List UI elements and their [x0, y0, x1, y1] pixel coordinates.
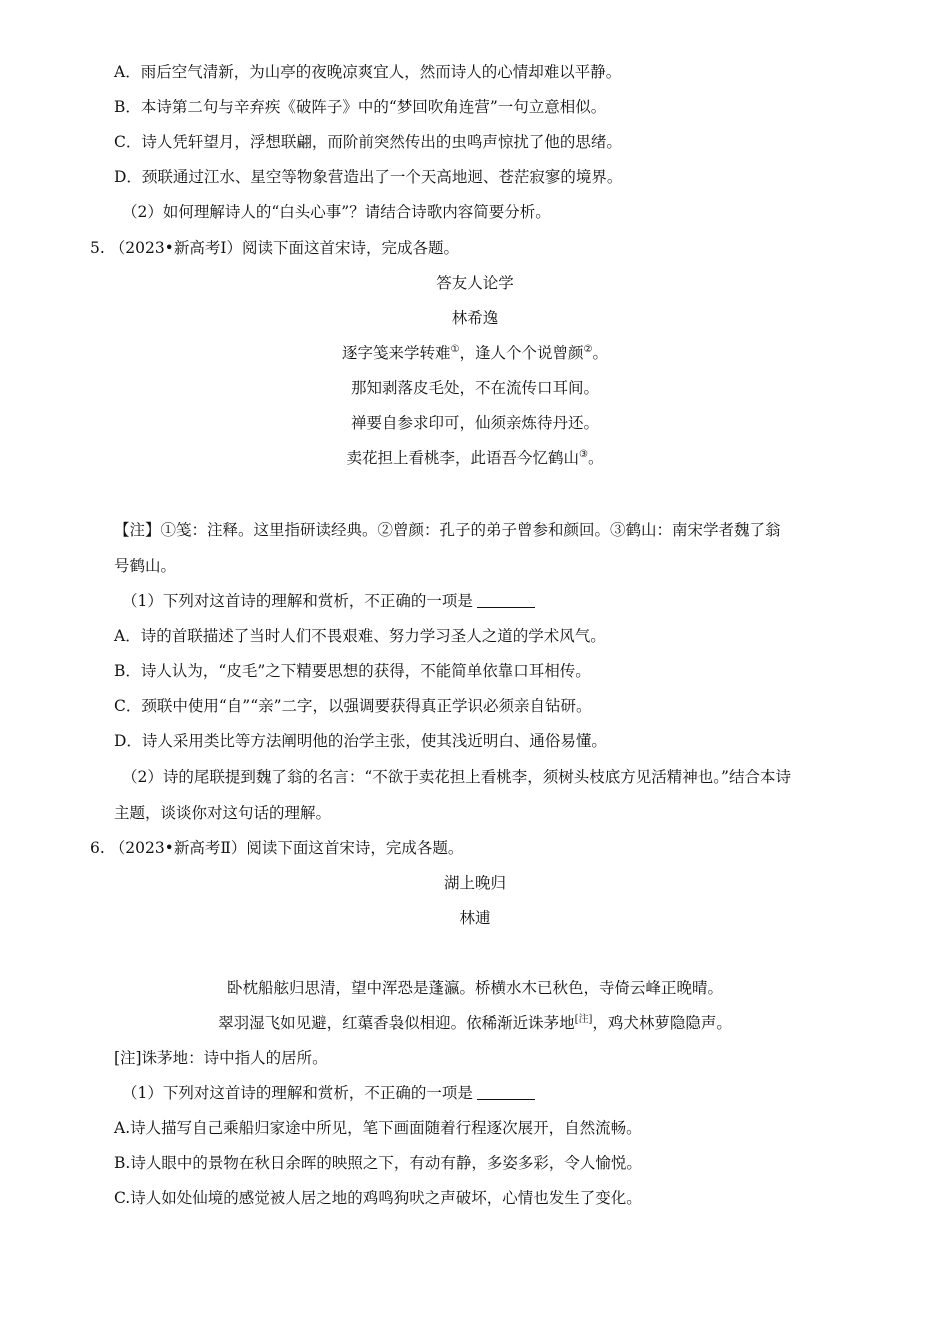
q5-subquestion-2-line-1: （2）诗的尾联提到魏了翁的名言：“不欲于卖花担上看桃李，须树头枝底方见活精神也。”结合本诗 — [122, 768, 791, 786]
q6-subquestion-1: （1）下列对这首诗的理解和赏析，不正确的一项是 — [122, 1082, 535, 1104]
q5-poem-title: 答友人论学 — [436, 274, 514, 292]
footnote-mark: ② — [583, 344, 593, 355]
footnote-mark: ③ — [579, 449, 588, 460]
q5-poem-line-3: 禅要自参求印可，仙须亲炼待丹还。 — [350, 414, 599, 432]
q4-option-c: C．诗人凭轩望月，浮想联翩，而阶前突然传出的虫鸣声惊扰了他的思绪。 — [114, 133, 622, 151]
q4-option-a: A．雨后空气清新，为山亭的夜晚凉爽宜人，然而诗人的心情却难以平静。 — [114, 63, 622, 81]
q4-subquestion-2: （2）如何理解诗人的“白头心事”？请结合诗歌内容简要分析。 — [122, 203, 551, 221]
q5-poem-author: 林希逸 — [451, 309, 499, 327]
answer-blank — [477, 1084, 535, 1100]
q5-option-b: B．诗人认为，“皮毛”之下精要思想的获得，不能简单依靠口耳相传。 — [114, 662, 591, 680]
q6-poem-line-2: 翠羽湿飞如见避，红蕖香袅似相迎。依稀渐近诛茅地[注]，鸡犬林萝隐隐声。 — [218, 1014, 732, 1032]
q6-option-a: A.诗人描写自己乘船归家途中所见，笔下画面随着行程逐次展开，自然流畅。 — [114, 1119, 642, 1137]
q6-intro: （2023•新高考Ⅱ）阅读下面这首宋诗，完成各题。 — [109, 839, 464, 857]
q5-option-a: A．诗的首联描述了当时人们不畏艰难、努力学习圣人之道的学术风气。 — [114, 627, 606, 645]
q5-poem-line-2: 那知剥落皮毛处，不在流传口耳间。 — [350, 379, 599, 397]
q5-subquestion-1: （1）下列对这首诗的理解和赏析，不正确的一项是 — [122, 590, 535, 612]
q6-header — [90, 837, 463, 859]
q5-number: 5. — [90, 239, 105, 257]
answer-blank — [477, 592, 535, 608]
q5-poem-line-1: 逐字笺来学转难①，逢人个个说曾颜②。 — [342, 344, 608, 362]
q6-poem-title: 湖上晚归 — [443, 874, 506, 892]
q5-option-c: C．颈联中使用“自”“亲”二字，以强调要获得真正学识必须亲自钻研。 — [114, 697, 592, 715]
q5-header — [90, 237, 459, 259]
q6-option-b: B.诗人眼中的景物在秋日余晖的映照之下，有动有静，多姿多彩，令人愉悦。 — [114, 1154, 642, 1172]
q6-poem-line-1: 卧枕船舷归思清，望中浑恐是蓬瀛。桥横水木已秋色，寺倚云峰正晚晴。 — [226, 979, 723, 997]
q6-poem-author: 林逋 — [459, 909, 491, 927]
q5-note-line-2: 号鹤山。 — [114, 557, 177, 575]
q5-subquestion-2-line-2: 主题，谈谈你对这句话的理解。 — [114, 804, 332, 822]
q6-number: 6. — [90, 839, 105, 857]
footnote-mark: [注] — [574, 1014, 593, 1025]
q6-option-c: C.诗人如处仙境的感觉被人居之地的鸡鸣狗吠之声破坏，心情也发生了变化。 — [114, 1189, 642, 1207]
q5-poem-line-4: 卖花担上看桃李，此语吾今忆鹤山③。 — [346, 449, 604, 467]
q4-option-d: D．颈联通过江水、星空等物象营造出了一个天高地迥、苍茫寂寥的境界。 — [114, 168, 623, 186]
q4-option-b: B．本诗第二句与辛弃疾《破阵子》中的“梦回吹角连营”一句立意相似。 — [114, 98, 607, 116]
q5-intro: （2023•新高考Ⅰ）阅读下面这首宋诗，完成各题。 — [109, 239, 459, 257]
q6-note: [注]诛茅地：诗中指人的居所。 — [114, 1049, 328, 1067]
q5-option-d: D．诗人采用类比等方法阐明他的治学主张，使其浅近明白、通俗易懂。 — [114, 732, 607, 750]
q5-note-line-1: 【注】①笺：注释。这里指研读经典。②曾颜：孔子的弟子曾参和颜回。③鹤山：南宋学者魏了翁 — [114, 521, 781, 539]
footnote-mark: ① — [450, 344, 460, 355]
